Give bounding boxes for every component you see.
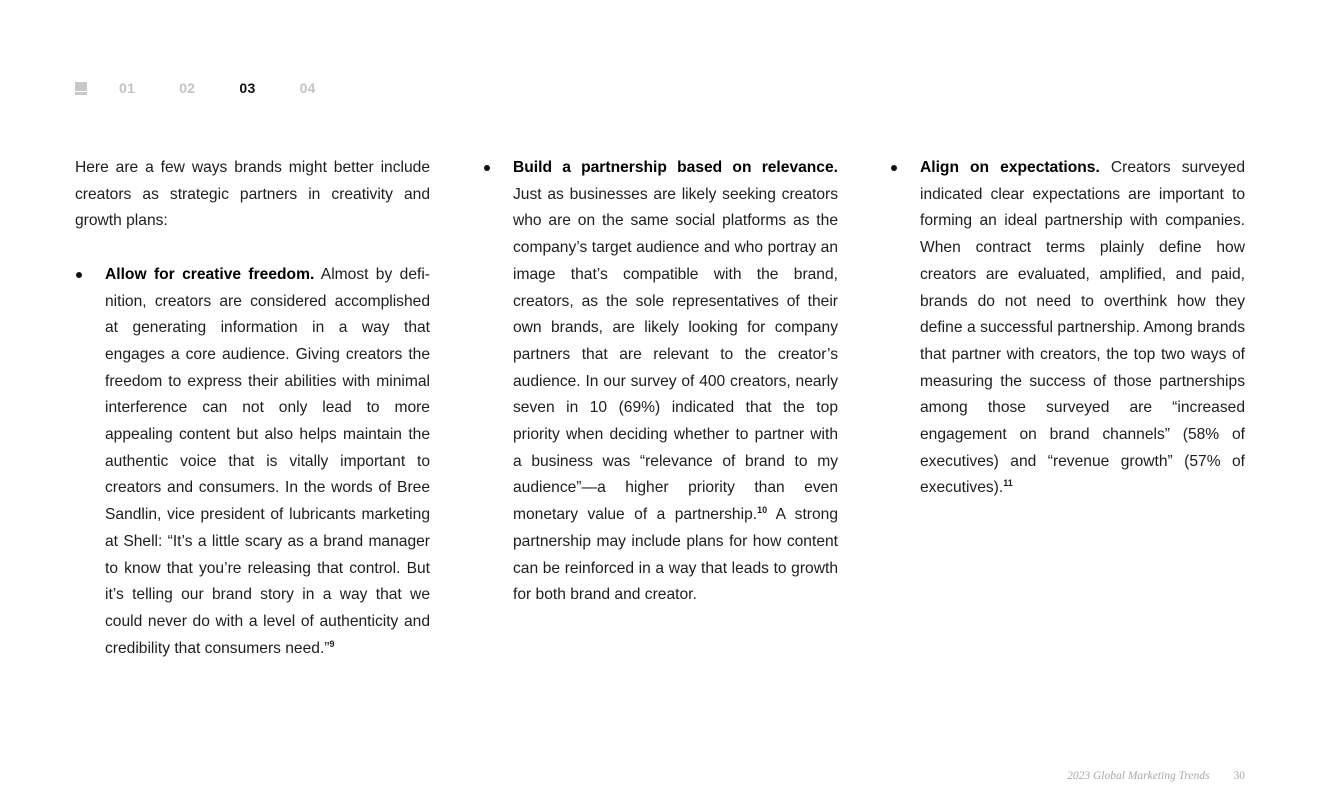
page-footer: [1067, 770, 1245, 782]
intro-paragraph: Here are a few ways brands might better include creators as strategic partners in creativity and growth plans:: [75, 159, 430, 230]
footer-title: 2023 Global Marketing Trends: [1067, 770, 1210, 782]
bullet-body: Just as businesses are likely seeking creators who are on the same social platforms as the company’s target audience and who portray an image that’s compatible with the brand, creators, as the sole representatives of their own brands, are likely looking for company partners that are relevant to the creator’s audience. In our survey of 400 creators, nearly seven in 10 (69%) indicated that the top priority when deciding whether to partner with a business was “relevance of brand to my audience”—a higher priority than even monetary value of a partnership.: [513, 185, 838, 524]
bullet-tail: A strong partnership may include plans for how content can be reinforced in a way that leads to growth for both brand and creator.: [513, 506, 838, 604]
bullet-list: [483, 155, 838, 609]
column-middle: [483, 155, 838, 609]
nav-chapter-01[interactable]: 01: [119, 80, 136, 96]
bullet-lead: Build a partnership based on relevance.: [513, 159, 838, 176]
chapter-nav: [75, 79, 360, 97]
footnote-ref[interactable]: 11: [1003, 478, 1013, 489]
footnote-ref[interactable]: 10: [757, 505, 768, 516]
bullet-relevance: [483, 155, 838, 609]
home-icon[interactable]: [75, 82, 87, 95]
bullet-lead: Align on expectations.: [920, 159, 1100, 176]
bullet-creative-freedom: [75, 262, 430, 663]
bullet-lead: Allow for creative freedom.: [105, 265, 315, 283]
page-number: 30: [1233, 770, 1245, 782]
nav-chapter-04[interactable]: 04: [299, 80, 316, 96]
column-right: [890, 155, 1245, 502]
bullet-list: [890, 155, 1245, 502]
bullet-body: Almost by definition, creators are considered accomplished at generating information in a way that engages a core audience. Giving creators the freedom to express their abilities with minimal interference can not only lead to more appealing content but also helps maintain the authentic voice that is vitally important to creators and consumers. In the words of Bree Sandlin, vice president of lubricants marketing at Shell: “It’s a little scary as a brand manager to know that you’re releasing that control. But it’s telling our brand story in a way that we could never do with a level of authenticity and credibility that consumers need.”: [105, 265, 430, 657]
nav-chapter-02[interactable]: 02: [179, 80, 196, 96]
footnote-ref[interactable]: 9: [329, 638, 335, 649]
bullet-list: [75, 262, 430, 663]
nav-chapter-03[interactable]: 03: [239, 80, 256, 96]
bullet-body: Creators surveyed indicated clear expectations are important to forming an ideal partnership with companies. When contract terms plainly define how creators are evaluated, amplified, and paid, brands do not need to overthink how they define a successful partnership. Among brands that partner with creators, the top two ways of measuring the success of those partnerships among those surveyed are “increased engagement on brand channels” (58% of executives) and “revenue growth” (57% of executives).: [920, 159, 1245, 497]
column-left: [75, 155, 430, 662]
bullet-expectations: [890, 155, 1245, 502]
